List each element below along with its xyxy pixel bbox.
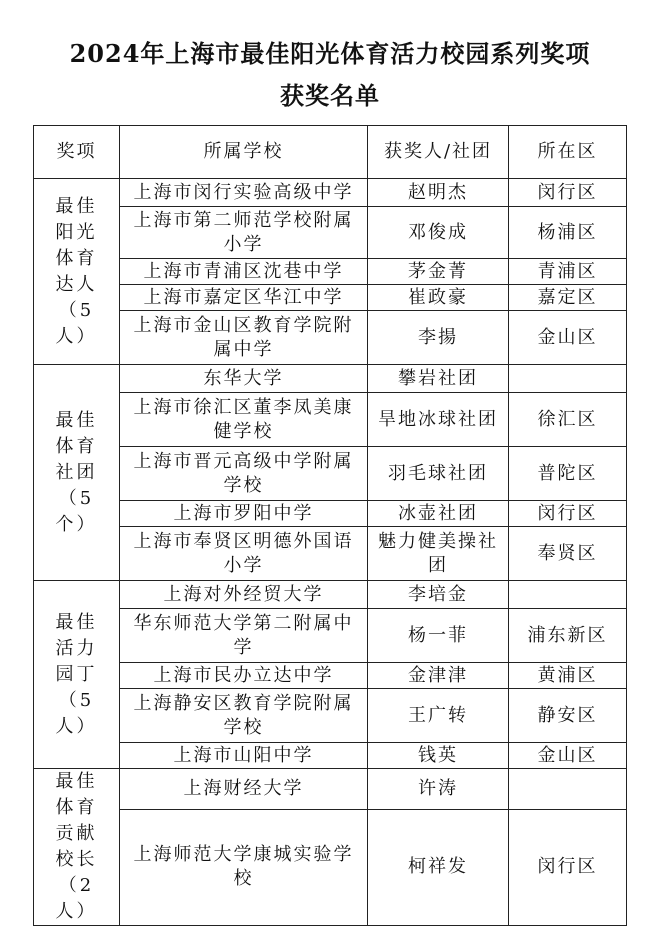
page-title: 2024年上海市最佳阳光体育活力校园系列奖项 bbox=[69, 39, 591, 68]
school-cell: 上海市第二师范学校附属小学 bbox=[120, 207, 368, 259]
district-cell: 闵行区 bbox=[509, 501, 627, 527]
district-cell: 金山区 bbox=[509, 743, 627, 769]
school-cell: 上海市民办立达中学 bbox=[120, 663, 368, 689]
winner-cell: 冰壶社团 bbox=[368, 501, 509, 527]
header-school: 所属学校 bbox=[120, 126, 368, 179]
winner-cell: 攀岩社团 bbox=[368, 365, 509, 393]
page-subtitle: 获奖名单 bbox=[280, 81, 380, 110]
winner-cell: 王广转 bbox=[368, 689, 509, 743]
district-cell: 杨浦区 bbox=[509, 207, 627, 259]
district-cell: 徐汇区 bbox=[509, 393, 627, 447]
table-row bbox=[34, 179, 627, 207]
header-winner: 获奖人/社团 bbox=[368, 126, 509, 179]
district-cell bbox=[509, 365, 627, 393]
table-row bbox=[34, 393, 627, 447]
district-cell: 嘉定区 bbox=[509, 285, 627, 311]
school-cell: 上海对外经贸大学 bbox=[120, 581, 368, 609]
award-name: 最佳体育社团（5个） bbox=[34, 365, 120, 581]
table-row bbox=[34, 769, 627, 810]
winner-cell: 许涛 bbox=[368, 769, 509, 810]
district-cell: 静安区 bbox=[509, 689, 627, 743]
district-cell: 黄浦区 bbox=[509, 663, 627, 689]
district-cell: 闵行区 bbox=[509, 809, 627, 925]
school-cell: 东华大学 bbox=[120, 365, 368, 393]
table-row bbox=[34, 743, 627, 769]
school-cell: 上海市徐汇区董李凤美康健学校 bbox=[120, 393, 368, 447]
table-row bbox=[34, 809, 627, 925]
school-cell: 上海市罗阳中学 bbox=[120, 501, 368, 527]
table-row bbox=[34, 365, 627, 393]
winner-cell: 赵明杰 bbox=[368, 179, 509, 207]
table-row bbox=[34, 527, 627, 581]
table-row bbox=[34, 447, 627, 501]
header-award: 奖项 bbox=[34, 126, 120, 179]
school-cell: 上海财经大学 bbox=[120, 769, 368, 810]
winner-cell: 金津津 bbox=[368, 663, 509, 689]
winner-cell: 魅力健美操社团 bbox=[368, 527, 509, 581]
school-cell: 上海市嘉定区华江中学 bbox=[120, 285, 368, 311]
school-cell: 上海市奉贤区明德外国语小学 bbox=[120, 527, 368, 581]
winner-cell: 李揚 bbox=[368, 311, 509, 365]
district-cell: 青浦区 bbox=[509, 259, 627, 285]
table-row bbox=[34, 207, 627, 259]
district-cell: 金山区 bbox=[509, 311, 627, 365]
school-cell: 上海市青浦区沈巷中学 bbox=[120, 259, 368, 285]
winner-cell: 邓俊成 bbox=[368, 207, 509, 259]
district-cell: 浦东新区 bbox=[509, 609, 627, 663]
district-cell bbox=[509, 581, 627, 609]
district-cell: 闵行区 bbox=[509, 179, 627, 207]
award-table bbox=[33, 125, 627, 926]
table-row bbox=[34, 663, 627, 689]
award-name: 最佳阳光体育达人（5人） bbox=[34, 179, 120, 365]
district-cell: 普陀区 bbox=[509, 447, 627, 501]
header-district: 所在区 bbox=[509, 126, 627, 179]
award-name: 最佳活力园丁（5人） bbox=[34, 581, 120, 769]
school-cell: 上海市金山区教育学院附属中学 bbox=[120, 311, 368, 365]
winner-cell: 茅金菁 bbox=[368, 259, 509, 285]
district-cell bbox=[509, 769, 627, 810]
winner-cell: 钱英 bbox=[368, 743, 509, 769]
winner-cell: 羽毛球社团 bbox=[368, 447, 509, 501]
winner-cell: 旱地冰球社团 bbox=[368, 393, 509, 447]
school-cell: 上海市晋元高级中学附属学校 bbox=[120, 447, 368, 501]
table-row bbox=[34, 581, 627, 609]
award-name: 最佳体育贡献校长（2人） bbox=[34, 769, 120, 926]
winner-cell: 李培金 bbox=[368, 581, 509, 609]
school-cell: 上海市山阳中学 bbox=[120, 743, 368, 769]
school-cell: 上海静安区教育学院附属学校 bbox=[120, 689, 368, 743]
winner-cell: 柯祥发 bbox=[368, 809, 509, 925]
school-cell: 上海师范大学康城实验学校 bbox=[120, 809, 368, 925]
school-cell: 华东师范大学第二附属中学 bbox=[120, 609, 368, 663]
table-header-row bbox=[34, 126, 627, 179]
table-row bbox=[34, 501, 627, 527]
table-row bbox=[34, 259, 627, 285]
table-row bbox=[34, 285, 627, 311]
table-row bbox=[34, 609, 627, 663]
table-row bbox=[34, 689, 627, 743]
school-cell: 上海市闵行实验高级中学 bbox=[120, 179, 368, 207]
district-cell: 奉贤区 bbox=[509, 527, 627, 581]
winner-cell: 杨一菲 bbox=[368, 609, 509, 663]
winner-cell: 崔政豪 bbox=[368, 285, 509, 311]
table-row bbox=[34, 311, 627, 365]
